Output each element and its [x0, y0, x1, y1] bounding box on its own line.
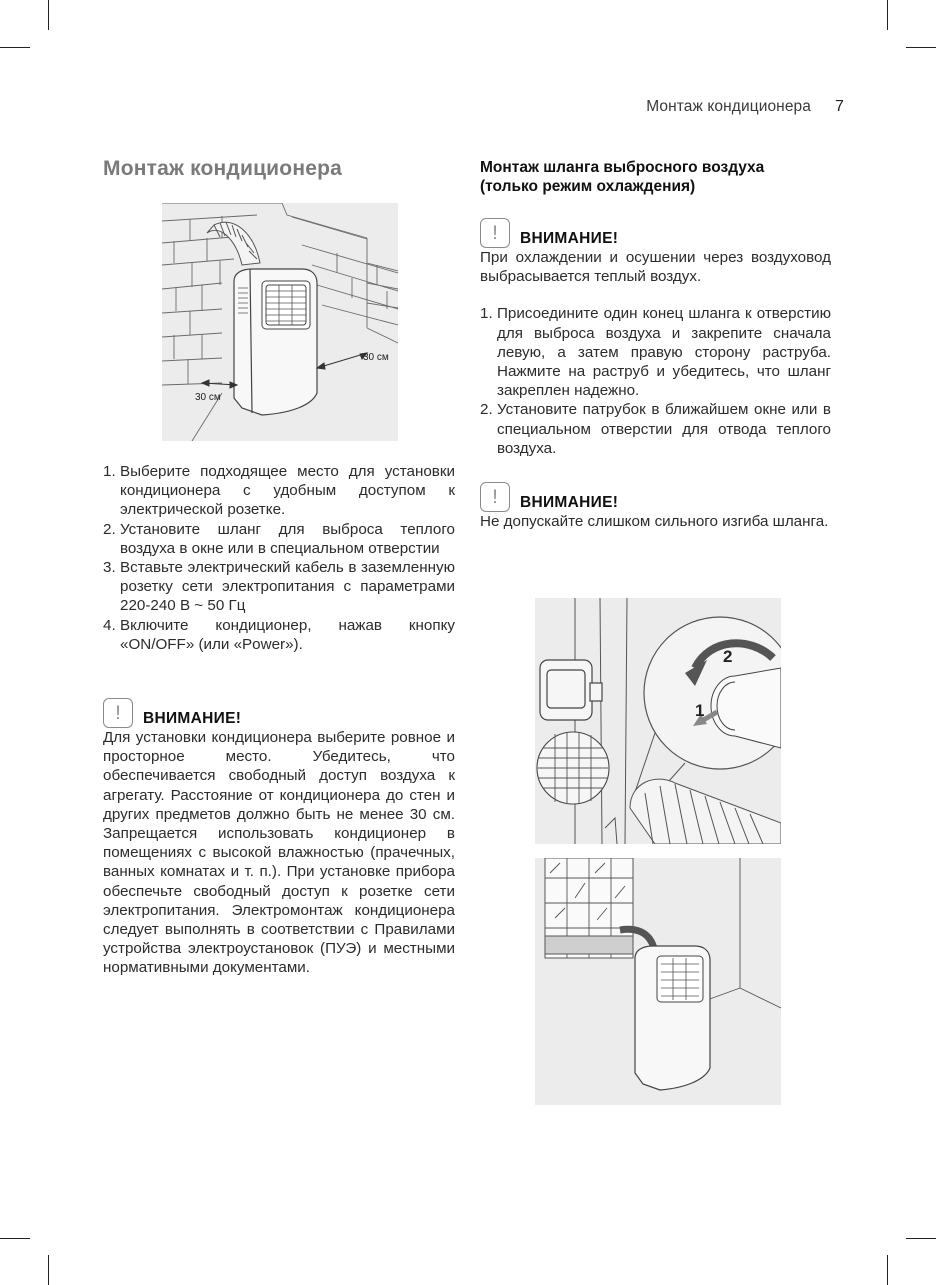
right-column	[480, 158, 831, 531]
crop-mark	[0, 1238, 30, 1239]
crop-mark	[906, 47, 936, 48]
placement-drawing	[162, 203, 398, 441]
hose-connection-illustration	[535, 598, 781, 844]
left-warning	[103, 692, 455, 978]
list-item: 4. Включите кондиционер, нажав кнопку «ON/OFF» (или «Power»).	[103, 616, 455, 653]
crop-mark	[887, 0, 888, 30]
window-installation-illustration	[535, 858, 781, 1105]
warning-text: При охлаждении и осушении через воздуховод выбрасывается теплый воздух.	[480, 249, 831, 286]
hose-connection-drawing	[535, 598, 781, 844]
window-installation-drawing	[535, 858, 781, 1105]
crop-mark	[48, 0, 49, 30]
left-steps-column	[103, 462, 455, 654]
exclamation-icon: !	[103, 698, 133, 728]
subheading: Монтаж шланга выбросного воздуха (только режим охлаждения)	[480, 159, 765, 195]
warning-text: Не допускайте слишком сильного изгиба шланга.	[480, 513, 829, 531]
exclamation-icon: !	[480, 218, 510, 248]
list-item: 2. Установите патрубок в ближайшем окне или в специальном отверстии для отвода теплого воздуха.	[480, 401, 831, 457]
header-title: Монтаж кондиционера	[646, 98, 811, 115]
warning-label: ВНИМАНИЕ!	[143, 710, 242, 727]
clearance-label-right: 30 см	[363, 352, 389, 363]
warning-heading	[103, 692, 455, 728]
running-header	[646, 98, 844, 116]
exclamation-icon: !	[480, 482, 510, 512]
list-item: 1. Выберите подходящее место для установки кондиционера с удобным доступом к электрической розетке.	[103, 463, 455, 519]
crop-mark	[887, 1255, 888, 1285]
list-item: 2. Установите шланг для выброса теплого воздуха в окне или в специальном отверстии	[103, 520, 455, 557]
installation-steps	[103, 462, 455, 654]
warning-label: ВНИМАНИЕ!	[520, 494, 619, 512]
step-1-label: 1	[695, 701, 705, 720]
list-item: 3. Вставьте электрический кабель в заземленную розетку сети электропитания с параметрами 220-240 В ~ 50 Гц	[103, 559, 455, 615]
warning-text: Для установки кондиционера выберите ровное и просторное место. Убедитесь, что обеспечивается свободный доступ воздуха к агрегату. Расстояние от кондиционера до стен и других предметов должно быть не менее 30 см. Запрещается использовать кондиционер в помещениях с высокой влажностью (прачечных, ванных комнатах и т. п.). При установке прибора обеспечьте свободный доступ к розетке сети электропитания. Электромонтаж кондиционера следует выполнять в соответствии с Правилами устройства электроустановок (ПУЭ) и местными нормативными документами.	[103, 729, 455, 977]
section-title: Монтаж кондиционера	[103, 157, 342, 180]
list-item: 1. Присоедините один конец шланга к отверстию для выброса воздуха и закрепите сначала левую, а затем правую сторону раструба. Нажмите на раструб и убедитесь, что шланг закреплен надежно.	[480, 305, 831, 400]
crop-mark	[906, 1238, 936, 1239]
page-number: 7	[835, 98, 844, 115]
warning-label: ВНИМАНИЕ!	[520, 230, 619, 247]
warning-heading	[480, 476, 831, 512]
warning-heading	[480, 212, 831, 248]
crop-mark	[48, 1255, 49, 1285]
clearance-label-left: 30 см	[195, 392, 221, 403]
crop-mark	[0, 47, 30, 48]
step-2-label: 2	[723, 647, 733, 666]
placement-illustration	[162, 203, 398, 441]
hose-steps	[480, 304, 831, 458]
